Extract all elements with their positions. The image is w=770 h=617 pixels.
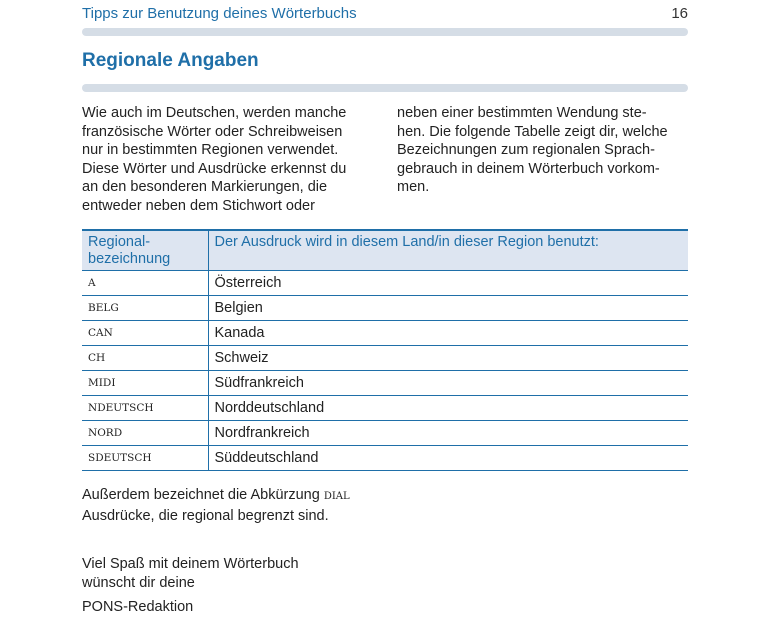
- page-number: 16: [671, 5, 688, 22]
- header-divider-bar: [82, 28, 688, 36]
- dialect-note: [82, 486, 350, 525]
- region-abbreviation: NDEUTSCH: [82, 396, 208, 421]
- intro-text-right-column: neben einer bestimmten Wendung ste- hen. Die folgende Tabelle zeigt dir, welche Bezeichnungen zum regionalen Sprach- gebrauch in deinem Wörterbuch vorkom- men.: [397, 105, 668, 195]
- regional-labels-table: [82, 229, 688, 471]
- region-abbreviation: MIDI: [82, 371, 208, 396]
- region-name: Österreich: [208, 271, 688, 296]
- table-row: [82, 396, 688, 421]
- running-header: [82, 5, 688, 25]
- region-abbreviation: NORD: [82, 421, 208, 446]
- region-abbreviation: A: [82, 271, 208, 296]
- header-regional-label: Regional- bezeichnung: [82, 230, 208, 271]
- running-title: Tipps zur Benutzung deines Wörterbuchs: [82, 5, 357, 22]
- region-abbreviation: CAN: [82, 321, 208, 346]
- region-name: Schweiz: [208, 346, 688, 371]
- note-text-after: Ausdrücke, die regional begrenzt sind.: [82, 507, 329, 524]
- region-name: Nordfrankreich: [208, 421, 688, 446]
- section-title: Regionale Angaben: [82, 50, 259, 71]
- note-abbreviation: DIAL: [323, 491, 350, 502]
- note-text-before: Außerdem bezeichnet die Abkürzung: [82, 487, 320, 503]
- section-divider-bar: [82, 84, 688, 92]
- table-row: [82, 321, 688, 346]
- table-row: [82, 421, 688, 446]
- closing-greeting: [82, 555, 299, 617]
- region-abbreviation: BELG: [82, 296, 208, 321]
- region-name: Norddeutschland: [208, 396, 688, 421]
- header-region-usage: Der Ausdruck wird in diesem Land/in dieser Region benutzt:: [208, 230, 688, 271]
- table-row: [82, 296, 688, 321]
- region-name: Süddeutschland: [208, 446, 688, 471]
- closing-line-1: Viel Spaß mit deinem Wörterbuch: [82, 556, 299, 572]
- region-name: Südfrankreich: [208, 371, 688, 396]
- table-row: [82, 346, 688, 371]
- region-name: Belgien: [208, 296, 688, 321]
- closing-line-2: wünscht dir deine: [82, 574, 195, 591]
- intro-text-left-column: Wie auch im Deutschen, werden manche französische Wörter oder Schreibweisen nur in bestimmten Regionen verwendet. Diese Wörter und Ausdrücke erkennst du an den besonderen Markierungen, die entweder neben dem Stichwort oder: [82, 105, 347, 214]
- table-row: [82, 371, 688, 396]
- table-header-row: [82, 230, 688, 271]
- region-name: Kanada: [208, 321, 688, 346]
- table-row: [82, 271, 688, 296]
- region-abbreviation: CH: [82, 346, 208, 371]
- table-row: [82, 446, 688, 471]
- signature: PONS-Redaktion: [82, 599, 194, 615]
- region-abbreviation: SDEUTSCH: [82, 446, 208, 471]
